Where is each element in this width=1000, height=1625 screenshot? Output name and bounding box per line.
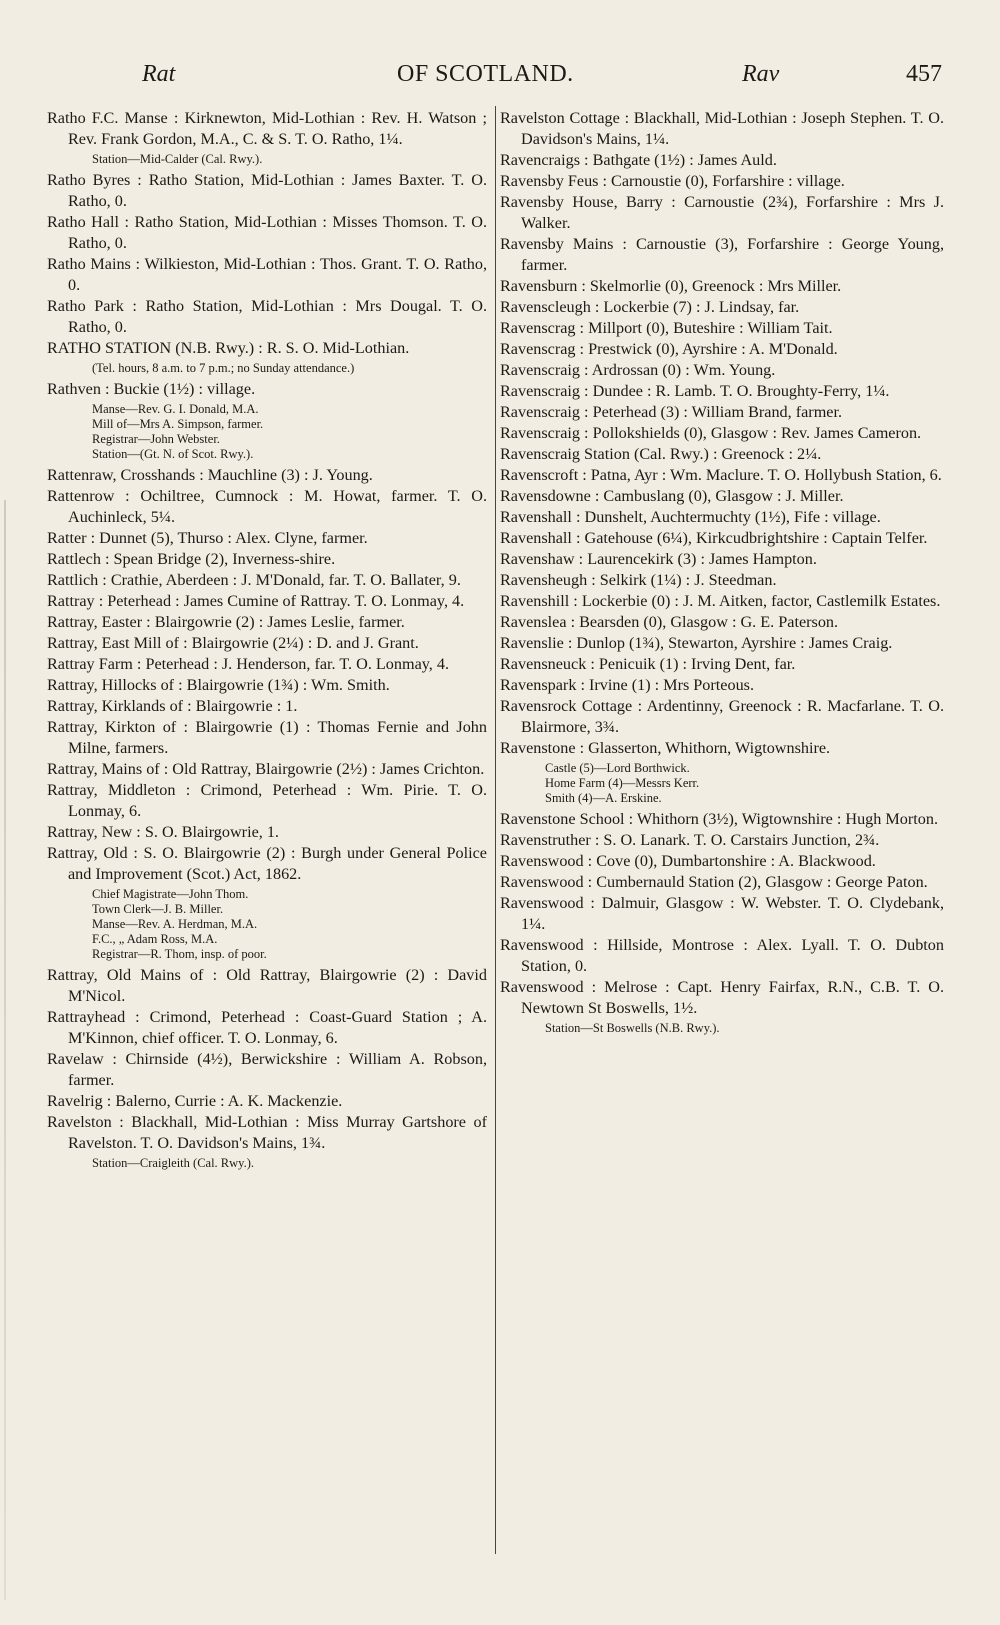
header-title: OF SCOTLAND. — [397, 61, 574, 87]
page-number: 457 — [906, 61, 942, 87]
gazetteer-entry: Rattray, Kirkton of : Blairgowrie (1) : Thomas Fernie and John Milne, farmers. — [47, 718, 487, 757]
gazetteer-entry: Rattray, Easter : Blairgowrie (2) : James Leslie, farmer. — [47, 613, 405, 631]
gazetteer-entry: Ravenshaw : Laurencekirk (3) : James Hampton. — [500, 550, 817, 568]
gazetteer-entry: Ravenspark : Irvine (1) : Mrs Porteous. — [500, 676, 755, 694]
gazetteer-entry: Ravenshall : Gatehouse (6¼), Kirkcudbrightshire : Captain Telfer. — [500, 529, 928, 547]
note-line: Castle (5)—Lord Borthwick. — [545, 761, 690, 775]
gazetteer-entry: Ravenscroft : Patna, Ayr : Wm. Maclure. T. O. Hollybush Station, 6. — [500, 466, 942, 484]
entry-note — [47, 361, 487, 376]
gazetteer-entry: Ravensdowne : Cambuslang (0), Glasgow : J. Miller. — [500, 487, 844, 505]
header-left-catchword: Rat — [142, 61, 176, 87]
note-line: Station—Craigleith (Cal. Rwy.). — [92, 1156, 255, 1170]
gazetteer-entry: Ratter : Dunnet (5), Thurso : Alex. Clyne, farmer. — [47, 529, 368, 547]
entry-note — [500, 1021, 944, 1036]
gazetteer-entry: Ravenslea : Bearsden (0), Glasgow : G. E. Paterson. — [500, 613, 839, 631]
gazetteer-entry: Ravenswood : Hillside, Montrose : Alex. Lyall. T. O. Dubton Station, 0. — [500, 936, 944, 975]
note-line: (Tel. hours, 8 a.m. to 7 p.m.; no Sunday attendance.) — [92, 361, 355, 375]
gazetteer-entry: Ravencraigs : Bathgate (1½) : James Auld. — [500, 151, 777, 169]
scan-edge-mark — [4, 500, 6, 1600]
gazetteer-entry: Rattray, New : S. O. Blairgowrie, 1. — [47, 823, 279, 841]
entry-note — [47, 887, 487, 962]
gazetteer-entry: Ratho Mains : Wilkieston, Mid-Lothian : Thos. Grant. T. O. Ratho, 0. — [47, 255, 487, 294]
gazetteer-entry: Ravensheugh : Selkirk (1¼) : J. Steedman. — [500, 571, 777, 589]
gazetteer-entry: Ravenshill : Lockerbie (0) : J. M. Aitken, factor, Castlemilk Estates. — [500, 592, 941, 610]
note-line: Registrar—John Webster. — [92, 432, 220, 446]
note-line: Home Farm (4)—Messrs Kerr. — [545, 776, 700, 790]
gazetteer-entry: Rattray, Old Mains of : Old Rattray, Blairgowrie (2) : David M'Nicol. — [47, 966, 487, 1005]
gazetteer-entry: Rattray, East Mill of : Blairgowrie (2¼) : D. and J. Grant. — [47, 634, 419, 652]
gazetteer-entry: Rattray : Peterhead : James Cumine of Rattray. T. O. Lonmay, 4. — [47, 592, 465, 610]
gazetteer-entry: Ravenstruther : S. O. Lanark. T. O. Carstairs Junction, 2¾. — [500, 831, 880, 849]
gazetteer-entry: Ravenshall : Dunshelt, Auchtermuchty (1½), Fife : village. — [500, 508, 881, 526]
gazetteer-entry: Ratho Hall : Ratho Station, Mid-Lothian : Misses Thomson. T. O. Ratho, 0. — [47, 213, 487, 252]
gazetteer-entry: Ravenscrag : Millport (0), Buteshire : William Tait. — [500, 319, 833, 337]
gazetteer-entry: Rattray, Middleton : Crimond, Peterhead : Wm. Pirie. T. O. Lonmay, 6. — [47, 781, 487, 820]
gazetteer-entry: Ravenswood : Cove (0), Dumbartonshire : A. Blackwood. — [500, 852, 876, 870]
gazetteer-entry: Rattlich : Crathie, Aberdeen : J. M'Donald, far. T. O. Ballater, 9. — [47, 571, 461, 589]
gazetteer-entry: Ravenstone : Glasserton, Whithorn, Wigtownshire. — [500, 739, 831, 757]
gazetteer-entry: Ravensrock Cottage : Ardentinny, Greenock : R. Macfarlane. T. O. Blairmore, 3¾. — [500, 697, 944, 736]
gazetteer-entry: Ravenscraig : Pollokshields (0), Glasgow : Rev. James Cameron. — [500, 424, 922, 442]
note-line: Smith (4)—A. Erskine. — [545, 791, 662, 805]
gazetteer-entry: Ravensby Mains : Carnoustie (3), Forfarshire : George Young, farmer. — [500, 235, 944, 274]
gazetteer-entry: Rattrayhead : Crimond, Peterhead : Coast-Guard Station ; A. M'Kinnon, chief officer. T. O. Lonmay, 6. — [47, 1008, 487, 1047]
gazetteer-entry: Ravenscraig : Dundee : R. Lamb. T. O. Broughty-Ferry, 1¼. — [500, 382, 890, 400]
note-line: Registrar—R. Thom, insp. of poor. — [92, 947, 267, 961]
gazetteer-entry: Ravelrig : Balerno, Currie : A. K. Mackenzie. — [47, 1092, 343, 1110]
page-header — [142, 56, 942, 92]
entry-note — [500, 761, 944, 806]
gazetteer-entry: Ravenslie : Dunlop (1¾), Stewarton, Ayrshire : James Craig. — [500, 634, 893, 652]
gazetteer-entry: Rattray, Old : S. O. Blairgowrie (2) : Burgh under General Police and Improvement (Scot.) Act, 1862. — [47, 844, 487, 883]
gazetteer-entry: Ravenswood : Dalmuir, Glasgow : W. Webster. T. O. Clydebank, 1¼. — [500, 894, 944, 933]
gazetteer-entry: Rattenrow : Ochiltree, Cumnock : M. Howat, farmer. T. O. Auchinleck, 5¼. — [47, 487, 487, 526]
left-column — [47, 108, 487, 1174]
gazetteer-entry: Ravensby Feus : Carnoustie (0), Forfarshire : village. — [500, 172, 845, 190]
gazetteer-entry: RATHO STATION (N.B. Rwy.) : R. S. O. Mid-Lothian. — [47, 339, 410, 357]
gazetteer-entry: Ravenscraig Station (Cal. Rwy.) : Greenock : 2¼. — [500, 445, 822, 463]
note-line: Station—(Gt. N. of Scot. Rwy.). — [92, 447, 254, 461]
gazetteer-entry: Ratho Park : Ratho Station, Mid-Lothian : Mrs Dougal. T. O. Ratho, 0. — [47, 297, 487, 336]
note-line: Station—St Boswells (N.B. Rwy.). — [545, 1021, 720, 1035]
gazetteer-entry: Rattray Farm : Peterhead : J. Henderson, far. T. O. Lonmay, 4. — [47, 655, 450, 673]
gazetteer-entry: Ratho Byres : Ratho Station, Mid-Lothian : James Baxter. T. O. Ratho, 0. — [47, 171, 487, 210]
gazetteer-entry: Ratho F.C. Manse : Kirknewton, Mid-Lothian : Rev. H. Watson ; Rev. Frank Gordon, M.A., C. & S. T. O. Ratho, 1¼. — [47, 109, 487, 148]
gazetteer-entry: Ravenscrag : Prestwick (0), Ayrshire : A. M'Donald. — [500, 340, 838, 358]
gazetteer-entry: Ravensneuck : Penicuik (1) : Irving Dent, far. — [500, 655, 796, 673]
gazetteer-entry: Ravenstone School : Whithorn (3½), Wigtownshire : Hugh Morton. — [500, 810, 939, 828]
gazetteer-entry: Rattray, Hillocks of : Blairgowrie (1¾) : Wm. Smith. — [47, 676, 390, 694]
note-line: Chief Magistrate—John Thom. — [92, 887, 249, 901]
gazetteer-entry: Rattenraw, Crosshands : Mauchline (3) : J. Young. — [47, 466, 373, 484]
gazetteer-entry: Rattray, Mains of : Old Rattray, Blairgowrie (2½) : James Crichton. — [47, 760, 485, 778]
column-divider — [495, 106, 496, 1554]
gazetteer-entry: Ravenswood : Cumbernauld Station (2), Glasgow : George Paton. — [500, 873, 928, 891]
entry-note — [47, 152, 487, 167]
entry-note — [47, 1156, 487, 1171]
entry-note — [47, 402, 487, 462]
gazetteer-entry: Ravenswood : Melrose : Capt. Henry Fairfax, R.N., C.B. T. O. Newtown St Boswells, 1½. — [500, 978, 944, 1017]
gazetteer-entry: Rattlech : Spean Bridge (2), Inverness-shire. — [47, 550, 336, 568]
gazetteer-entry: Rattray, Kirklands of : Blairgowrie : 1. — [47, 697, 298, 715]
note-line: Town Clerk—J. B. Miller. — [92, 902, 224, 916]
header-right-catchword: Rav — [742, 61, 780, 87]
note-line: F.C., „ Adam Ross, M.A. — [92, 932, 218, 946]
gazetteer-entry: Ravelston : Blackhall, Mid-Lothian : Miss Murray Gartshore of Ravelston. T. O. Davidson's Mains, 1¾. — [47, 1113, 487, 1152]
gazetteer-entry: Ravelaw : Chirnside (4½), Berwickshire : William A. Robson, farmer. — [47, 1050, 487, 1089]
note-line: Mill of—Mrs A. Simpson, farmer. — [92, 417, 264, 431]
gazetteer-entry: Ravensby House, Barry : Carnoustie (2¾), Forfarshire : Mrs J. Walker. — [500, 193, 944, 232]
gazetteer-entry: Ravenscleugh : Lockerbie (7) : J. Lindsay, far. — [500, 298, 800, 316]
note-line: Station—Mid-Calder (Cal. Rwy.). — [92, 152, 263, 166]
gazetteer-entry: Rathven : Buckie (1½) : village. — [47, 380, 256, 398]
right-column — [500, 108, 944, 1039]
note-line: Manse—Rev. A. Herdman, M.A. — [92, 917, 258, 931]
gazetteer-entry: Ravenscraig : Ardrossan (0) : Wm. Young. — [500, 361, 776, 379]
gazetteer-entry: Ravelston Cottage : Blackhall, Mid-Lothian : Joseph Stephen. T. O. Davidson's Mains, 1¼. — [500, 109, 944, 148]
gazetteer-entry: Ravenscraig : Peterhead (3) : William Brand, farmer. — [500, 403, 843, 421]
note-line: Manse—Rev. G. I. Donald, M.A. — [92, 402, 259, 416]
gazetteer-entry: Ravensburn : Skelmorlie (0), Greenock : Mrs Miller. — [500, 277, 842, 295]
